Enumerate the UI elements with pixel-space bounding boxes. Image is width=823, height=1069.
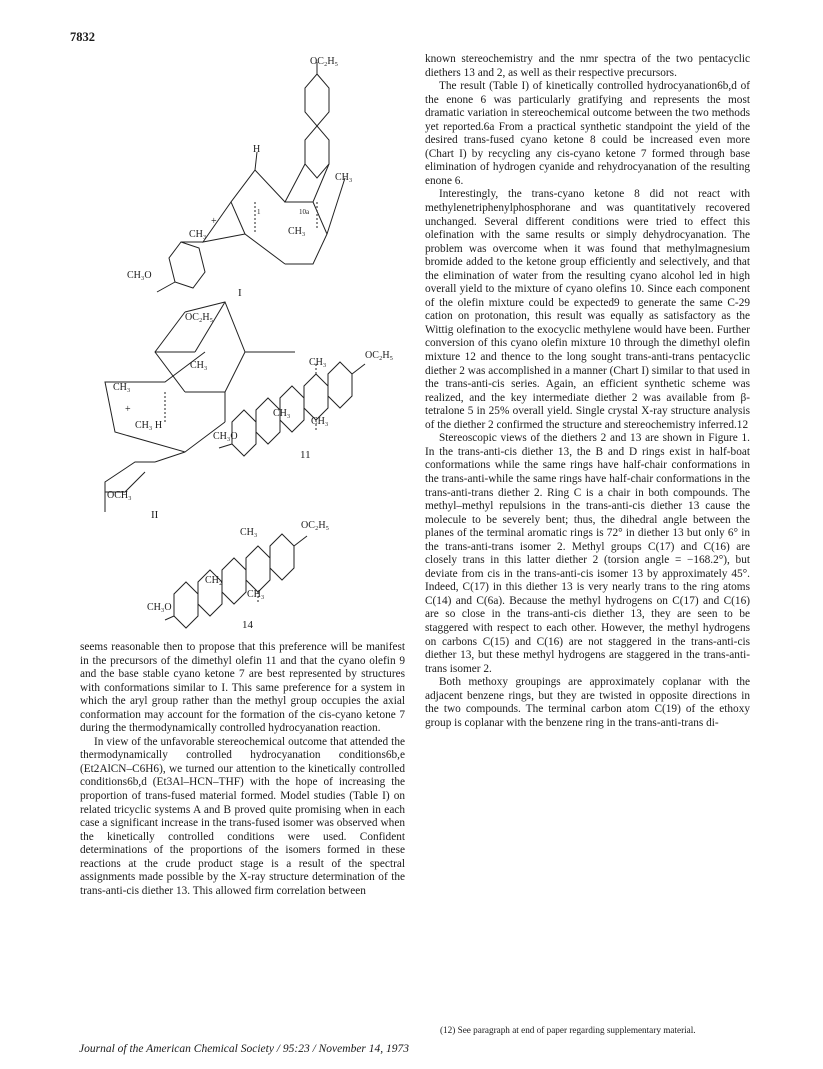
structure-II-ch3-b-label: CH₃ (113, 382, 131, 393)
structure-II-oc2h5-label: OC₂H₅ (185, 312, 214, 323)
journal-footer: Journal of the American Chemical Society / 95:23 / November 14, 1973 (79, 1043, 410, 1055)
footnote: (12) See paragraph at end of paper regarding supplementary material. (440, 1025, 696, 1035)
structure-11-ch3o-label: CH₃O (213, 431, 238, 442)
structure-I-num10a-label: 10a (299, 208, 310, 216)
left-paragraph-1: seems reasonable then to propose that this preference will be manifest in the precursors of the dimethyl olefin 11 and that the cyano olefin 9 and the base stable cyano ketone 7 are best represented by structures with conformations similar to I. This same preference for a system in which the aryl group rather than the methyl group occupies the axial conformation may account for the formation of the cis-cyano ketone 7 during the thermodynamically controlled hydrocyanation reaction. (80, 641, 405, 735)
left-paragraph-2: In view of the unfavorable stereochemical outcome that attended the thermodynamically controlled hydrocyanation conditions6b,e (Et2AlCN–C6H6), we turned our attention to the kinetically controlled conditions6b,d (Et3Al–HCN–THF) with the hope of increasing the proportion of trans-fused material formed. Model studies (Table I) on related tricyclic systems A and B proved quite promising when in each case a significant increase in the trans-fused isomer was observed when the kinetically controlled conditions were used. Confident determinations of the proportions of the isomers formed in these reactions at the crude product stage is a result of the spectral assignments made possible by the X-ray structure determination of the trans-anti-cis diether 13. This allowed firm correlation between (80, 735, 405, 897)
structure-II-drawing (105, 302, 295, 512)
right-paragraph-4: Both methoxy groupings are approximately coplanar with the adjacent benzene rings, but they are twisted in opposite directions in the two compounds. The terminal carbon atom C(19) of the ethoxy group is coplanar with the benzene ring in the trans-anti-trans di- (425, 676, 750, 729)
structure-II-plus-label: + (125, 404, 131, 415)
structure-14-ch3-top-label: CH₃ (240, 527, 258, 538)
structure-14-oc2h5-label: OC₂H₅ (301, 520, 330, 531)
structure-I-oc2h5-label: OC₂H₅ (310, 56, 339, 67)
structure-14-caption: 14 (242, 619, 253, 631)
structure-II-caption: II (151, 509, 159, 521)
structure-11-ch3-right-label: CH₃ (311, 416, 329, 427)
structure-II-ch3h-label: CH₃ H (135, 420, 163, 431)
structure-I-ch3o-label: CH₃O (127, 270, 152, 281)
left-column (80, 641, 405, 898)
right-paragraph-2: Interestingly, the trans-cyano ketone 8 did not react with methylenetriphenylphosphorane and was quantitatively recovered unchanged. Several different conditions were tried to effect this olefination with the same results or simply dehydrocyanation. The problem was overcome when it was found that methylmagnesium bromide added to the ketone group efficiently and selectively, and that the elimination of water from the resulting cyano alcohol led in high overall yield to the mixture of cyano olefins 10. Since each component of the olefin mixture could be expected9 to generate the same C-29 cation on protonation, this result was equally as satisfactory as the Wittig olefination to the exocyclic methylene would have been. Further conversion of this cyano olefin mixture 10 through the dimethyl olefin mixture 12 and thence to the long sought trans-anti-trans pentacyclic diether 2 was accomplished in a manner (Chart I) similar to that used in the trans-anti-cis series. Again, an efficient synthetic scheme was realized, and the key intermediate diether 2 was available from β-tetralone 5 in 25% overall yield. Single crystal X-ray structure analysis of the diether 2 confirmed the structure and stereochemistry inferred.12 (425, 188, 750, 431)
structure-14-ch3o-label: CH₃O (147, 602, 172, 613)
structure-I-plus-label: + (211, 216, 217, 227)
structure-11-ch3-mid-label: CH₃ (273, 408, 291, 419)
structure-14-drawing (165, 534, 307, 628)
structure-11-drawing (219, 362, 365, 456)
structure-I-drawing (157, 62, 345, 292)
structure-11-caption: 11 (300, 449, 311, 461)
right-column (425, 53, 750, 730)
structure-I-ch3-bottom-label: CH₃ (288, 226, 306, 237)
structure-I-ch3-left-label: CH₃ (189, 229, 207, 240)
structure-II-och3-label: OCH₃ (107, 490, 132, 501)
structure-I-h-label: H (253, 144, 261, 155)
structure-11-ch3-top-label: CH₃ (309, 357, 327, 368)
chemical-structures-figure (95, 52, 415, 637)
structure-11-oc2h5-label: OC₂H₅ (365, 350, 394, 361)
right-paragraph-1: The result (Table I) of kinetically controlled hydrocyanation6b,d of the enone 6 was particularly gratifying and represents the most dramatic variation in stereochemical outcome between the two methods yet reported.6a From a practical synthetic standpoint the yield of the desired trans-fused cyano ketone 8 could be increased even more (Chart I) by recycling any cis-cyano ketone 7 formed through base elimination of hydrogen cyanide and rehydrocyanation of the resulting enone 6. (425, 80, 750, 187)
structure-I-caption: I (238, 287, 242, 299)
structure-I-ch3-right-label: CH₃ (335, 172, 353, 183)
right-paragraph-0: known stereochemistry and the nmr spectra of the two pentacyclic diethers 13 and 2, as well as their respective precursors. (425, 53, 750, 79)
structure-II-ch3-a-label: CH₃ (190, 360, 208, 371)
structure-I-num1-label: 1 (257, 208, 261, 216)
structure-14-ch2-label: CH₂ (205, 575, 223, 586)
structure-14-ch3-bottom-label: CH₃ (247, 589, 265, 600)
right-paragraph-3: Stereoscopic views of the diethers 2 and 13 are shown in Figure 1. In the trans-anti-cis diether 13, the B and D rings exist in half-boat conformations while the same rings have half-chair conformations in the trans-anti-while the same rings have half-chair conformations in the trans-anti-trans diether 2. Ring C is a chair in both compounds. The methyl–methyl repulsions in the trans-anti-cis diether 13 cause the molecule to be severely bent; thus, the dihedral angle between the planes of the terminal aromatic rings is 72° in diether 13 but only 6° in the trans-anti-trans isomer 2. Methyl groups C(17) and C(16) are closely trans in this latter diether 2 (torsion angle = −168.2°), but deviate from cis in the trans-anti-cis isomer 13 by approximately 45°. Indeed, C(17) in this diether 13 is very nearly trans to the ring atoms C(14) and C(6a). Because the methyl hydrogens on C(17) and C(16) are so close in the trans-anti-cis diether 13, they are seen to be staggered with respect to each other. However, the methyl hydrogens on carbons C(15) and C(16) are not staggered in the trans-anti-cis diether 13, but these methyl hydrogens are staggered in the trans-anti-trans isomer 2. (425, 432, 750, 675)
page-number: 7832 (70, 30, 95, 44)
